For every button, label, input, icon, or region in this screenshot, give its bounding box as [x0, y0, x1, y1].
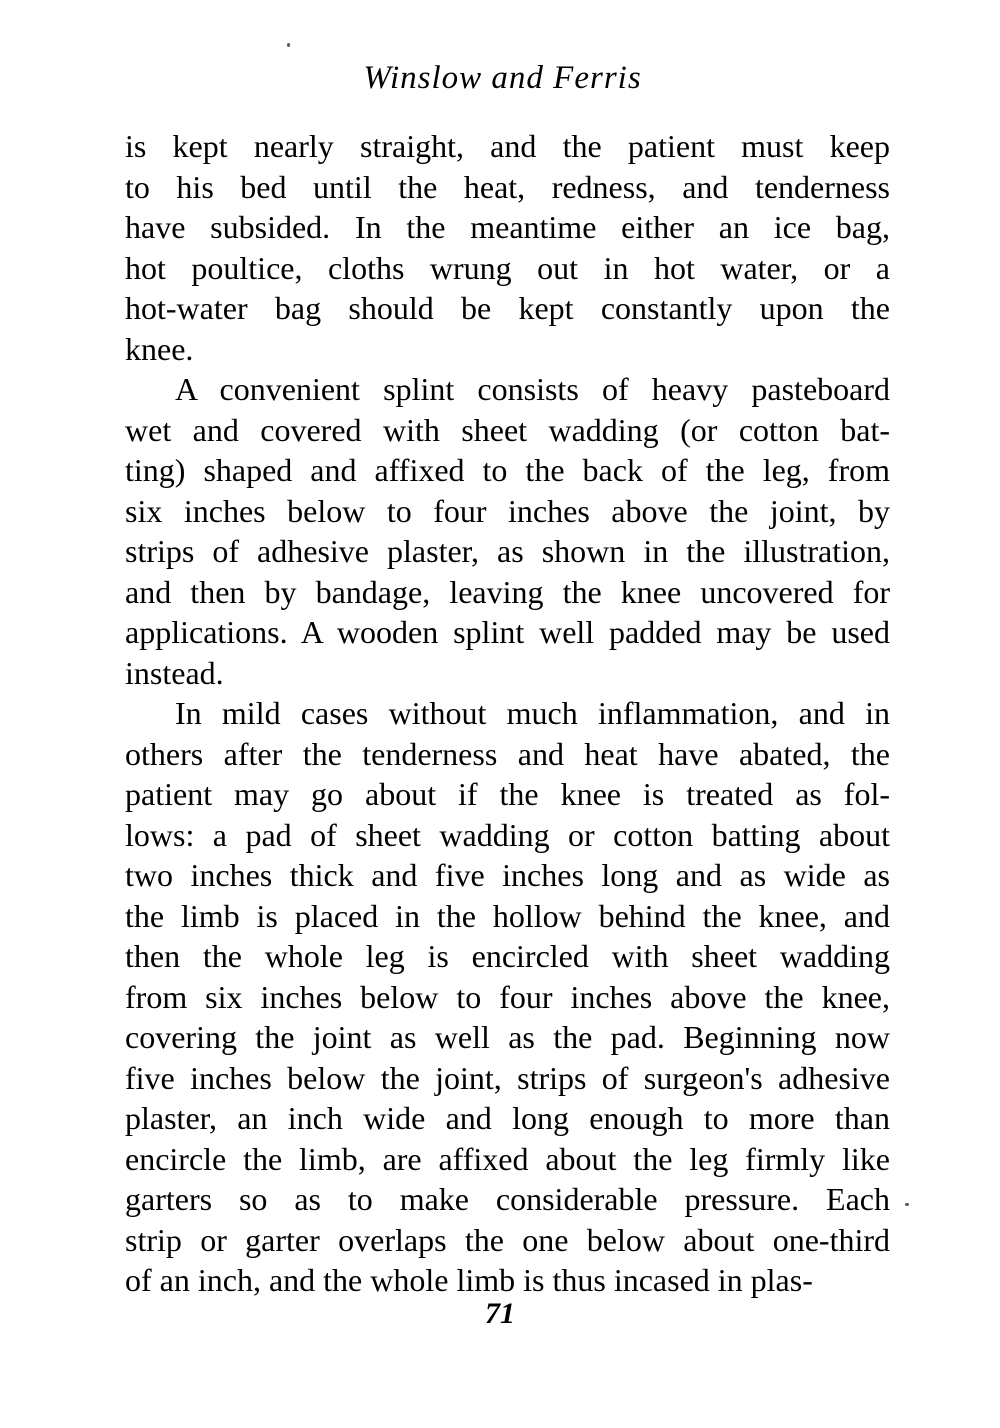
text-line: hot poultice, cloths wrung out in hot water, or a — [125, 249, 890, 286]
text-line: plaster, an inch wide and long enough to more than — [125, 1100, 890, 1136]
text-line: strips of adhesive plaster, as shown in the illustration, — [125, 533, 890, 569]
text-line: others after the tenderness and heat have abated, the — [125, 735, 890, 772]
paragraph — [125, 126, 890, 369]
running-head: Winslow and Ferris — [363, 60, 642, 96]
text-line: have subsided. In the meantime either an ice bag, — [125, 209, 890, 245]
text-line: A convenient splint consists of heavy pasteboard — [175, 371, 890, 407]
text-line: hot-water bag should be kept constantly upon the — [125, 290, 890, 326]
text-line: wet and covered with sheet wadding (or cotton bat- — [125, 411, 890, 448]
text-line: from six inches below to four inches above the knee, — [125, 978, 890, 1015]
paragraph — [125, 693, 890, 1301]
body-text — [125, 126, 890, 1301]
text-line: knee. — [125, 330, 194, 367]
text-line: the limb is placed in the hollow behind the knee, and — [125, 897, 890, 934]
text-line: lows: a pad of sheet wadding or cotton batting about — [125, 816, 890, 853]
text-line: to his bed until the heat, redness, and tenderness — [125, 168, 890, 205]
text-line: In mild cases without much inflammation, and in — [175, 695, 890, 731]
text-line: five inches below the joint, strips of surgeon's adhesive — [125, 1059, 890, 1096]
text-line: and then by bandage, leaving the knee uncovered for — [125, 573, 890, 610]
text-line: patient may go about if the knee is treated as fol- — [125, 776, 890, 812]
text-line: six inches below to four inches above the joint, by — [125, 492, 890, 529]
page-number: 71 — [485, 1297, 515, 1330]
text-line: strip or garter overlaps the one below about one-third — [125, 1221, 890, 1258]
text-line: ting) shaped and affixed to the back of the leg, from — [125, 452, 890, 488]
text-line: instead. — [125, 654, 224, 691]
text-line: applications. A wooden splint well padded may be used — [125, 614, 890, 650]
text-line: covering the joint as well as the pad. Beginning now — [125, 1019, 890, 1055]
text-line: then the whole leg is encircled with sheet wadding — [125, 938, 890, 974]
print-speck — [287, 43, 290, 47]
print-speck — [905, 1203, 909, 1206]
paragraph — [125, 369, 890, 693]
text-line: is kept nearly straight, and the patient must keep — [125, 128, 890, 164]
text-line: two inches thick and five inches long and as wide as — [125, 857, 890, 893]
text-line: garters so as to make considerable pressure. Each — [125, 1181, 890, 1217]
text-line: of an inch, and the whole limb is thus incased in plas- — [125, 1262, 813, 1298]
text-line: encircle the limb, are affixed about the leg firmly like — [125, 1140, 890, 1177]
